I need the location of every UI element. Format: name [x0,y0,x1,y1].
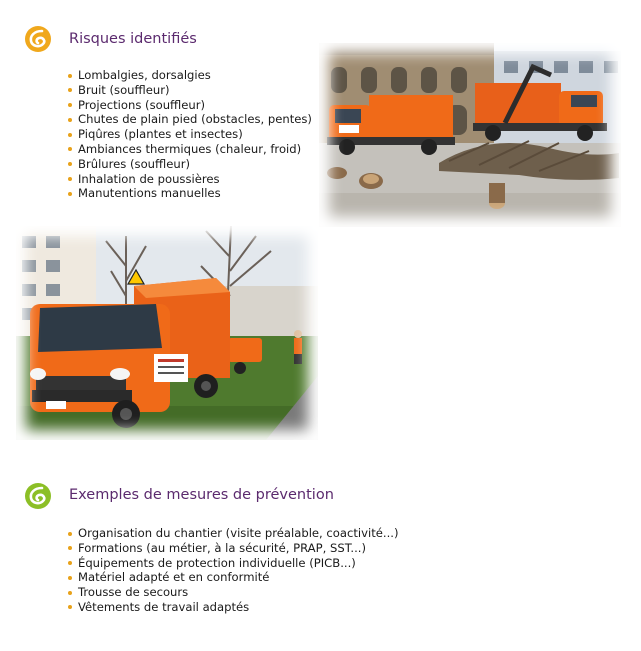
list-item: Bruit (souffleur) [67,83,312,98]
list-item: Matériel adapté et en conformité [67,570,398,585]
list-item: Équipements de protection individuelle (PICB...) [67,556,398,571]
section-title-risks: Risques identifiés [69,31,197,47]
list-item: Chutes de plain pied (obstacles, pentes) [67,112,312,127]
list-item: Organisation du chantier (visite préalable, coactivité...) [67,526,398,541]
risk-list [67,68,312,201]
photo-truck-on-grass [16,226,318,440]
list-item: Piqûres (plantes et insectes) [67,127,312,142]
prevention-list [67,526,398,615]
swirl-logo-icon [23,481,53,511]
list-item: Manutentions manuelles [67,186,312,201]
list-item: Inhalation de poussières [67,172,312,187]
list-item: Brûlures (souffleur) [67,157,312,172]
list-item: Vêtements de travail adaptés [67,600,398,615]
list-item: Ambiances thermiques (chaleur, froid) [67,142,312,157]
photo-trucks-tree-felling [319,43,621,227]
list-item: Lombalgies, dorsalgies [67,68,312,83]
list-item: Trousse de secours [67,585,398,600]
swirl-logo-icon [23,24,53,54]
list-item: Formations (au métier, à la sécurité, PRAP, SST...) [67,541,398,556]
section-title-prevention: Exemples de mesures de prévention [69,487,334,503]
list-item: Projections (souffleur) [67,98,312,113]
